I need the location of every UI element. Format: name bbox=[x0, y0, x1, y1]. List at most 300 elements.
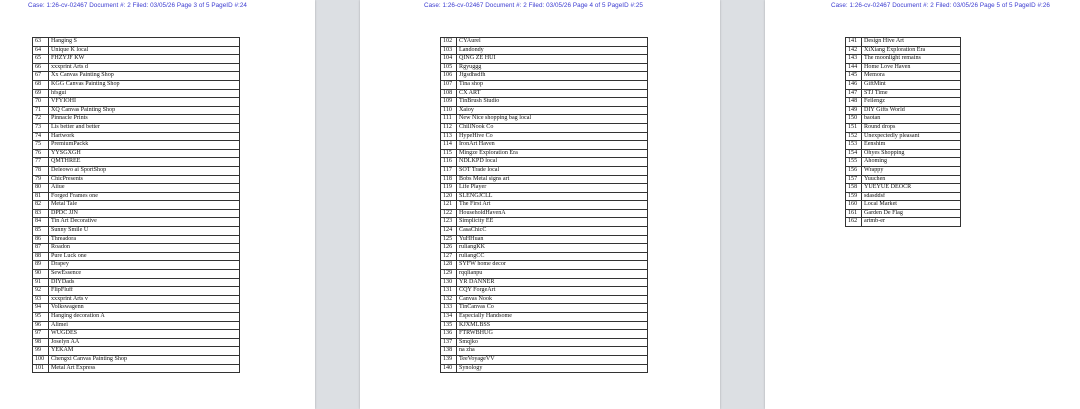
row-number: 122 bbox=[441, 209, 457, 218]
seller-name: FHZYJF KW bbox=[49, 55, 240, 64]
row-number: 87 bbox=[33, 244, 49, 253]
row-number: 79 bbox=[33, 175, 49, 184]
row-number: 116 bbox=[441, 158, 457, 167]
seller-name: FTRWBHUG bbox=[457, 330, 648, 339]
table-row bbox=[441, 80, 648, 89]
seller-name: Memora bbox=[862, 72, 961, 81]
seller-name: Unique K local bbox=[49, 46, 240, 55]
row-number: 124 bbox=[441, 227, 457, 236]
table-row bbox=[33, 209, 240, 218]
row-number: 84 bbox=[33, 218, 49, 227]
page-header: Case: 1:26-cv-02467 Document #: 2 Filed: 03/05/26 Page 4 of 5 PageID #:25 bbox=[424, 2, 643, 9]
table-row bbox=[846, 115, 961, 124]
row-number: 141 bbox=[846, 38, 862, 47]
row-number: 78 bbox=[33, 166, 49, 175]
seller-name: KJXMLBSS bbox=[457, 321, 648, 330]
seller-name: YYSGXGH bbox=[49, 149, 240, 158]
table-row bbox=[441, 270, 648, 279]
row-number: 158 bbox=[846, 184, 862, 193]
table-row bbox=[846, 209, 961, 218]
table-row bbox=[441, 295, 648, 304]
seller-name: Mingze Exploration Era bbox=[457, 149, 648, 158]
table-row bbox=[441, 55, 648, 64]
seller-name: Canvas Nook bbox=[457, 295, 648, 304]
seller-name: Pure Luck one bbox=[49, 252, 240, 261]
table-row bbox=[441, 330, 648, 339]
table-row bbox=[33, 278, 240, 287]
row-number: 154 bbox=[846, 149, 862, 158]
seller-name: sdasddsf bbox=[862, 192, 961, 201]
seller-name: Forged Frames one bbox=[49, 192, 240, 201]
seller-name: Round drops bbox=[862, 123, 961, 132]
table-row bbox=[33, 158, 240, 167]
seller-name: Threadora bbox=[49, 235, 240, 244]
seller-name: DPDC JJN bbox=[49, 209, 240, 218]
row-number: 129 bbox=[441, 270, 457, 279]
row-number: 109 bbox=[441, 98, 457, 107]
table-row bbox=[33, 235, 240, 244]
seller-name: WUGDES bbox=[49, 330, 240, 339]
row-number: 138 bbox=[441, 347, 457, 356]
row-number: 153 bbox=[846, 141, 862, 150]
row-number: 113 bbox=[441, 132, 457, 141]
seller-name: STJ Time bbox=[862, 89, 961, 98]
seller-name: Local Market bbox=[862, 201, 961, 210]
seller-name: rqqlianpu bbox=[457, 270, 648, 279]
row-number: 85 bbox=[33, 227, 49, 236]
table-row bbox=[441, 218, 648, 227]
row-number: 106 bbox=[441, 72, 457, 81]
row-number: 77 bbox=[33, 158, 49, 167]
table-row bbox=[33, 227, 240, 236]
seller-name: VFYIOHI bbox=[49, 98, 240, 107]
row-number: 99 bbox=[33, 347, 49, 356]
table-row bbox=[846, 63, 961, 72]
table-row bbox=[441, 235, 648, 244]
seller-name: DIY Gifts World bbox=[862, 106, 961, 115]
table-row bbox=[441, 184, 648, 193]
seller-name: Metal Art Express bbox=[49, 364, 240, 373]
row-number: 159 bbox=[846, 192, 862, 201]
row-number: 121 bbox=[441, 201, 457, 210]
row-number: 97 bbox=[33, 330, 49, 339]
table-row bbox=[441, 38, 648, 47]
table-row bbox=[441, 304, 648, 313]
table-row bbox=[441, 192, 648, 201]
seller-name: Volkswagenn bbox=[49, 304, 240, 313]
table-row bbox=[441, 72, 648, 81]
table-row bbox=[846, 192, 961, 201]
seller-name: Unexpectedly pleasant bbox=[862, 132, 961, 141]
seller-name: SYFW home decor bbox=[457, 261, 648, 270]
row-number: 162 bbox=[846, 218, 862, 227]
row-number: 103 bbox=[441, 46, 457, 55]
table-row bbox=[33, 166, 240, 175]
table-row bbox=[441, 141, 648, 150]
table-row bbox=[33, 72, 240, 81]
row-number: 65 bbox=[33, 55, 49, 64]
document-page-5 bbox=[765, 0, 1080, 409]
table-row bbox=[33, 321, 240, 330]
row-number: 152 bbox=[846, 132, 862, 141]
table-row bbox=[33, 313, 240, 322]
row-number: 102 bbox=[441, 38, 457, 47]
row-number: 118 bbox=[441, 175, 457, 184]
seller-name: Xx Canvas Painting Shop bbox=[49, 72, 240, 81]
table-row bbox=[846, 46, 961, 55]
row-number: 133 bbox=[441, 304, 457, 313]
table-row bbox=[441, 261, 648, 270]
table-row bbox=[33, 123, 240, 132]
seller-name: CYAurel bbox=[457, 38, 648, 47]
seller-name: hfsgui bbox=[49, 89, 240, 98]
seller-name: Home Love Haven bbox=[862, 63, 961, 72]
row-number: 111 bbox=[441, 115, 457, 124]
page-header: Case: 1:26-cv-02467 Document #: 2 Filed: 03/05/26 Page 3 of 5 PageID #:24 bbox=[28, 2, 247, 9]
row-number: 76 bbox=[33, 149, 49, 158]
row-number: 112 bbox=[441, 123, 457, 132]
document-page-3 bbox=[0, 0, 315, 409]
table-row bbox=[846, 38, 961, 47]
table-row bbox=[846, 149, 961, 158]
seller-name: ChillNook Co bbox=[457, 123, 648, 132]
table-row bbox=[33, 55, 240, 64]
row-number: 98 bbox=[33, 338, 49, 347]
table-row bbox=[441, 166, 648, 175]
table-row bbox=[846, 98, 961, 107]
table-row bbox=[846, 201, 961, 210]
table-row bbox=[441, 63, 648, 72]
seller-name: QING ZE HUI bbox=[457, 55, 648, 64]
row-number: 132 bbox=[441, 295, 457, 304]
seller-name: ChicPresents bbox=[49, 175, 240, 184]
row-number: 68 bbox=[33, 80, 49, 89]
row-number: 126 bbox=[441, 244, 457, 253]
table-row bbox=[846, 106, 961, 115]
seller-name: Lis better and better bbox=[49, 123, 240, 132]
row-number: 83 bbox=[33, 209, 49, 218]
row-number: 92 bbox=[33, 287, 49, 296]
table-row bbox=[441, 338, 648, 347]
seller-name: Yuuchen bbox=[862, 175, 961, 184]
table-row bbox=[33, 338, 240, 347]
row-number: 140 bbox=[441, 364, 457, 373]
seller-name: Sunny Smile U bbox=[49, 227, 240, 236]
seller-name: Aiiue bbox=[49, 184, 240, 193]
row-number: 114 bbox=[441, 141, 457, 150]
row-number: 125 bbox=[441, 235, 457, 244]
table-row bbox=[846, 80, 961, 89]
table-row bbox=[33, 218, 240, 227]
seller-name: CX ART bbox=[457, 89, 648, 98]
seller-name: Simplicity EE bbox=[457, 218, 648, 227]
row-number: 135 bbox=[441, 321, 457, 330]
table-row bbox=[33, 287, 240, 296]
seller-name: QMTHREE bbox=[49, 158, 240, 167]
row-number: 130 bbox=[441, 278, 457, 287]
row-number: 139 bbox=[441, 355, 457, 364]
seller-name: Tin Art Decorative bbox=[49, 218, 240, 227]
seller-name: The moonlight remains bbox=[862, 55, 961, 64]
table-row bbox=[441, 227, 648, 236]
seller-name: Life Player bbox=[457, 184, 648, 193]
seller-name: baotan bbox=[862, 115, 961, 124]
table-row bbox=[846, 132, 961, 141]
table-row bbox=[33, 304, 240, 313]
seller-name: TinBrush Studio bbox=[457, 98, 648, 107]
row-number: 147 bbox=[846, 89, 862, 98]
table-row bbox=[33, 175, 240, 184]
row-number: 148 bbox=[846, 98, 862, 107]
seller-name: Hartwork bbox=[49, 132, 240, 141]
row-number: 157 bbox=[846, 175, 862, 184]
table-row bbox=[441, 209, 648, 218]
seller-name: xxxprint Arts d bbox=[49, 63, 240, 72]
seller-table bbox=[32, 37, 240, 373]
table-row bbox=[846, 218, 961, 227]
row-number: 91 bbox=[33, 278, 49, 287]
row-number: 101 bbox=[33, 364, 49, 373]
seller-name: SLENGJCLL bbox=[457, 192, 648, 201]
seller-name: Wrappy bbox=[862, 166, 961, 175]
table-row bbox=[33, 330, 240, 339]
table-row bbox=[33, 80, 240, 89]
table-row bbox=[441, 98, 648, 107]
row-number: 63 bbox=[33, 38, 49, 47]
row-number: 74 bbox=[33, 132, 49, 141]
seller-name: Ohyes Shopping bbox=[862, 149, 961, 158]
row-number: 146 bbox=[846, 80, 862, 89]
seller-name: New Nice shopping bag local bbox=[457, 115, 648, 124]
seller-name: Landondy bbox=[457, 46, 648, 55]
table-row bbox=[441, 287, 648, 296]
table-row bbox=[846, 166, 961, 175]
seller-name: na zha bbox=[457, 347, 648, 356]
table-row bbox=[33, 141, 240, 150]
table-row bbox=[846, 158, 961, 167]
row-number: 160 bbox=[846, 201, 862, 210]
seller-name: CasaChicC bbox=[457, 227, 648, 236]
seller-table bbox=[440, 37, 648, 373]
seller-name: Especially Handsome bbox=[457, 313, 648, 322]
seller-name: The First Art bbox=[457, 201, 648, 210]
table-row bbox=[846, 72, 961, 81]
seller-name: TeeVoyageVV bbox=[457, 355, 648, 364]
table-row bbox=[33, 192, 240, 201]
table-row bbox=[441, 364, 648, 373]
page-header: Case: 1:26-cv-02467 Document #: 2 Filed: 03/05/26 Page 5 of 5 PageID #:26 bbox=[831, 2, 1050, 9]
row-number: 69 bbox=[33, 89, 49, 98]
seller-name: Metal Tale bbox=[49, 201, 240, 210]
row-number: 145 bbox=[846, 72, 862, 81]
table-row bbox=[441, 347, 648, 356]
row-number: 117 bbox=[441, 166, 457, 175]
table-row bbox=[441, 115, 648, 124]
seller-name: Roadon bbox=[49, 244, 240, 253]
row-number: 105 bbox=[441, 63, 457, 72]
row-number: 88 bbox=[33, 252, 49, 261]
table-row bbox=[846, 89, 961, 98]
row-number: 80 bbox=[33, 184, 49, 193]
seller-name: Jfgsdhsdfh bbox=[457, 72, 648, 81]
table-row bbox=[33, 89, 240, 98]
table-row bbox=[441, 321, 648, 330]
seller-name: SOT Trade local bbox=[457, 166, 648, 175]
row-number: 67 bbox=[33, 72, 49, 81]
seller-name: Hanging S bbox=[49, 38, 240, 47]
row-number: 90 bbox=[33, 270, 49, 279]
row-number: 70 bbox=[33, 98, 49, 107]
row-number: 128 bbox=[441, 261, 457, 270]
seller-name: YR DANNER bbox=[457, 278, 648, 287]
table-row bbox=[33, 355, 240, 364]
table-row bbox=[441, 132, 648, 141]
table-row bbox=[441, 175, 648, 184]
row-number: 149 bbox=[846, 106, 862, 115]
seller-name: ruliangCC bbox=[457, 252, 648, 261]
seller-name: XQ Canvas Painting Shop bbox=[49, 106, 240, 115]
table-row bbox=[441, 278, 648, 287]
seller-name: Smqjko bbox=[457, 338, 648, 347]
seller-name: Drapey bbox=[49, 261, 240, 270]
seller-name: Hanging decoration A bbox=[49, 313, 240, 322]
row-number: 144 bbox=[846, 63, 862, 72]
seller-name: YEKAM bbox=[49, 347, 240, 356]
table-row bbox=[441, 355, 648, 364]
table-row bbox=[846, 123, 961, 132]
row-number: 142 bbox=[846, 46, 862, 55]
seller-name: artmb-er bbox=[862, 218, 961, 227]
row-number: 89 bbox=[33, 261, 49, 270]
seller-name: xxxprint Arts v bbox=[49, 295, 240, 304]
seller-name: HypeHive Co bbox=[457, 132, 648, 141]
row-number: 86 bbox=[33, 235, 49, 244]
table-row bbox=[33, 63, 240, 72]
row-number: 119 bbox=[441, 184, 457, 193]
row-number: 143 bbox=[846, 55, 862, 64]
seller-name: Deleowo ai SportShop bbox=[49, 166, 240, 175]
seller-name: Feilengz bbox=[862, 98, 961, 107]
table-row bbox=[33, 106, 240, 115]
row-number: 115 bbox=[441, 149, 457, 158]
table-row bbox=[33, 364, 240, 373]
table-row bbox=[846, 141, 961, 150]
row-number: 120 bbox=[441, 192, 457, 201]
seller-name: Design Hive Art bbox=[862, 38, 961, 47]
row-number: 66 bbox=[33, 63, 49, 72]
table-row bbox=[846, 55, 961, 64]
seller-name: Tina shop bbox=[457, 80, 648, 89]
table-row bbox=[441, 123, 648, 132]
row-number: 134 bbox=[441, 313, 457, 322]
table-row bbox=[33, 184, 240, 193]
seller-name: Bobs Metal signs art bbox=[457, 175, 648, 184]
row-number: 94 bbox=[33, 304, 49, 313]
seller-name: Pinnacle Prints bbox=[49, 115, 240, 124]
row-number: 75 bbox=[33, 141, 49, 150]
seller-name: XiXiang Exploration Era bbox=[862, 46, 961, 55]
row-number: 127 bbox=[441, 252, 457, 261]
seller-name: FlipFluff bbox=[49, 287, 240, 296]
table-row bbox=[33, 295, 240, 304]
document-page-4 bbox=[360, 0, 720, 409]
row-number: 137 bbox=[441, 338, 457, 347]
table-row bbox=[33, 46, 240, 55]
table-row bbox=[33, 98, 240, 107]
seller-name: HouseholdHavenA bbox=[457, 209, 648, 218]
seller-name: Chengxi Canvas Painting Shop bbox=[49, 355, 240, 364]
table-row bbox=[846, 175, 961, 184]
seller-name: PremiumPackk bbox=[49, 141, 240, 150]
seller-name: ruliangKK bbox=[457, 244, 648, 253]
row-number: 155 bbox=[846, 158, 862, 167]
seller-name: Xaioy bbox=[457, 106, 648, 115]
row-number: 95 bbox=[33, 313, 49, 322]
seller-name: IronArt Haven bbox=[457, 141, 648, 150]
table-row bbox=[33, 252, 240, 261]
table-row bbox=[33, 115, 240, 124]
row-number: 150 bbox=[846, 115, 862, 124]
table-row bbox=[33, 347, 240, 356]
row-number: 110 bbox=[441, 106, 457, 115]
table-row bbox=[441, 149, 648, 158]
row-number: 100 bbox=[33, 355, 49, 364]
seller-name: Joselyn AA bbox=[49, 338, 240, 347]
row-number: 96 bbox=[33, 321, 49, 330]
row-number: 64 bbox=[33, 46, 49, 55]
table-row bbox=[33, 38, 240, 47]
seller-name: Rgyuggg bbox=[457, 63, 648, 72]
table-row bbox=[33, 149, 240, 158]
row-number: 123 bbox=[441, 218, 457, 227]
table-row bbox=[33, 132, 240, 141]
row-number: 93 bbox=[33, 295, 49, 304]
table-row bbox=[33, 244, 240, 253]
seller-name: GiftMint bbox=[862, 80, 961, 89]
seller-name: SewEssence bbox=[49, 270, 240, 279]
table-row bbox=[33, 261, 240, 270]
seller-table bbox=[845, 37, 961, 227]
table-row bbox=[441, 313, 648, 322]
seller-name: TinCanvas Co bbox=[457, 304, 648, 313]
seller-name: NDLKPD local bbox=[457, 158, 648, 167]
row-number: 104 bbox=[441, 55, 457, 64]
row-number: 73 bbox=[33, 123, 49, 132]
seller-name: Synology bbox=[457, 364, 648, 373]
seller-name: DIYDads bbox=[49, 278, 240, 287]
row-number: 161 bbox=[846, 209, 862, 218]
row-number: 81 bbox=[33, 192, 49, 201]
seller-name: CQY ForgeArt bbox=[457, 287, 648, 296]
table-row bbox=[441, 201, 648, 210]
seller-name: Eenshim bbox=[862, 141, 961, 150]
table-row bbox=[846, 184, 961, 193]
row-number: 151 bbox=[846, 123, 862, 132]
row-number: 72 bbox=[33, 115, 49, 124]
row-number: 136 bbox=[441, 330, 457, 339]
seller-name: Alimei bbox=[49, 321, 240, 330]
row-number: 131 bbox=[441, 287, 457, 296]
seller-name: KGG Canvas Painting Shop bbox=[49, 80, 240, 89]
row-number: 71 bbox=[33, 106, 49, 115]
table-row bbox=[441, 89, 648, 98]
row-number: 107 bbox=[441, 80, 457, 89]
table-row bbox=[33, 270, 240, 279]
row-number: 82 bbox=[33, 201, 49, 210]
table-row bbox=[441, 46, 648, 55]
table-row bbox=[441, 158, 648, 167]
table-row bbox=[441, 106, 648, 115]
